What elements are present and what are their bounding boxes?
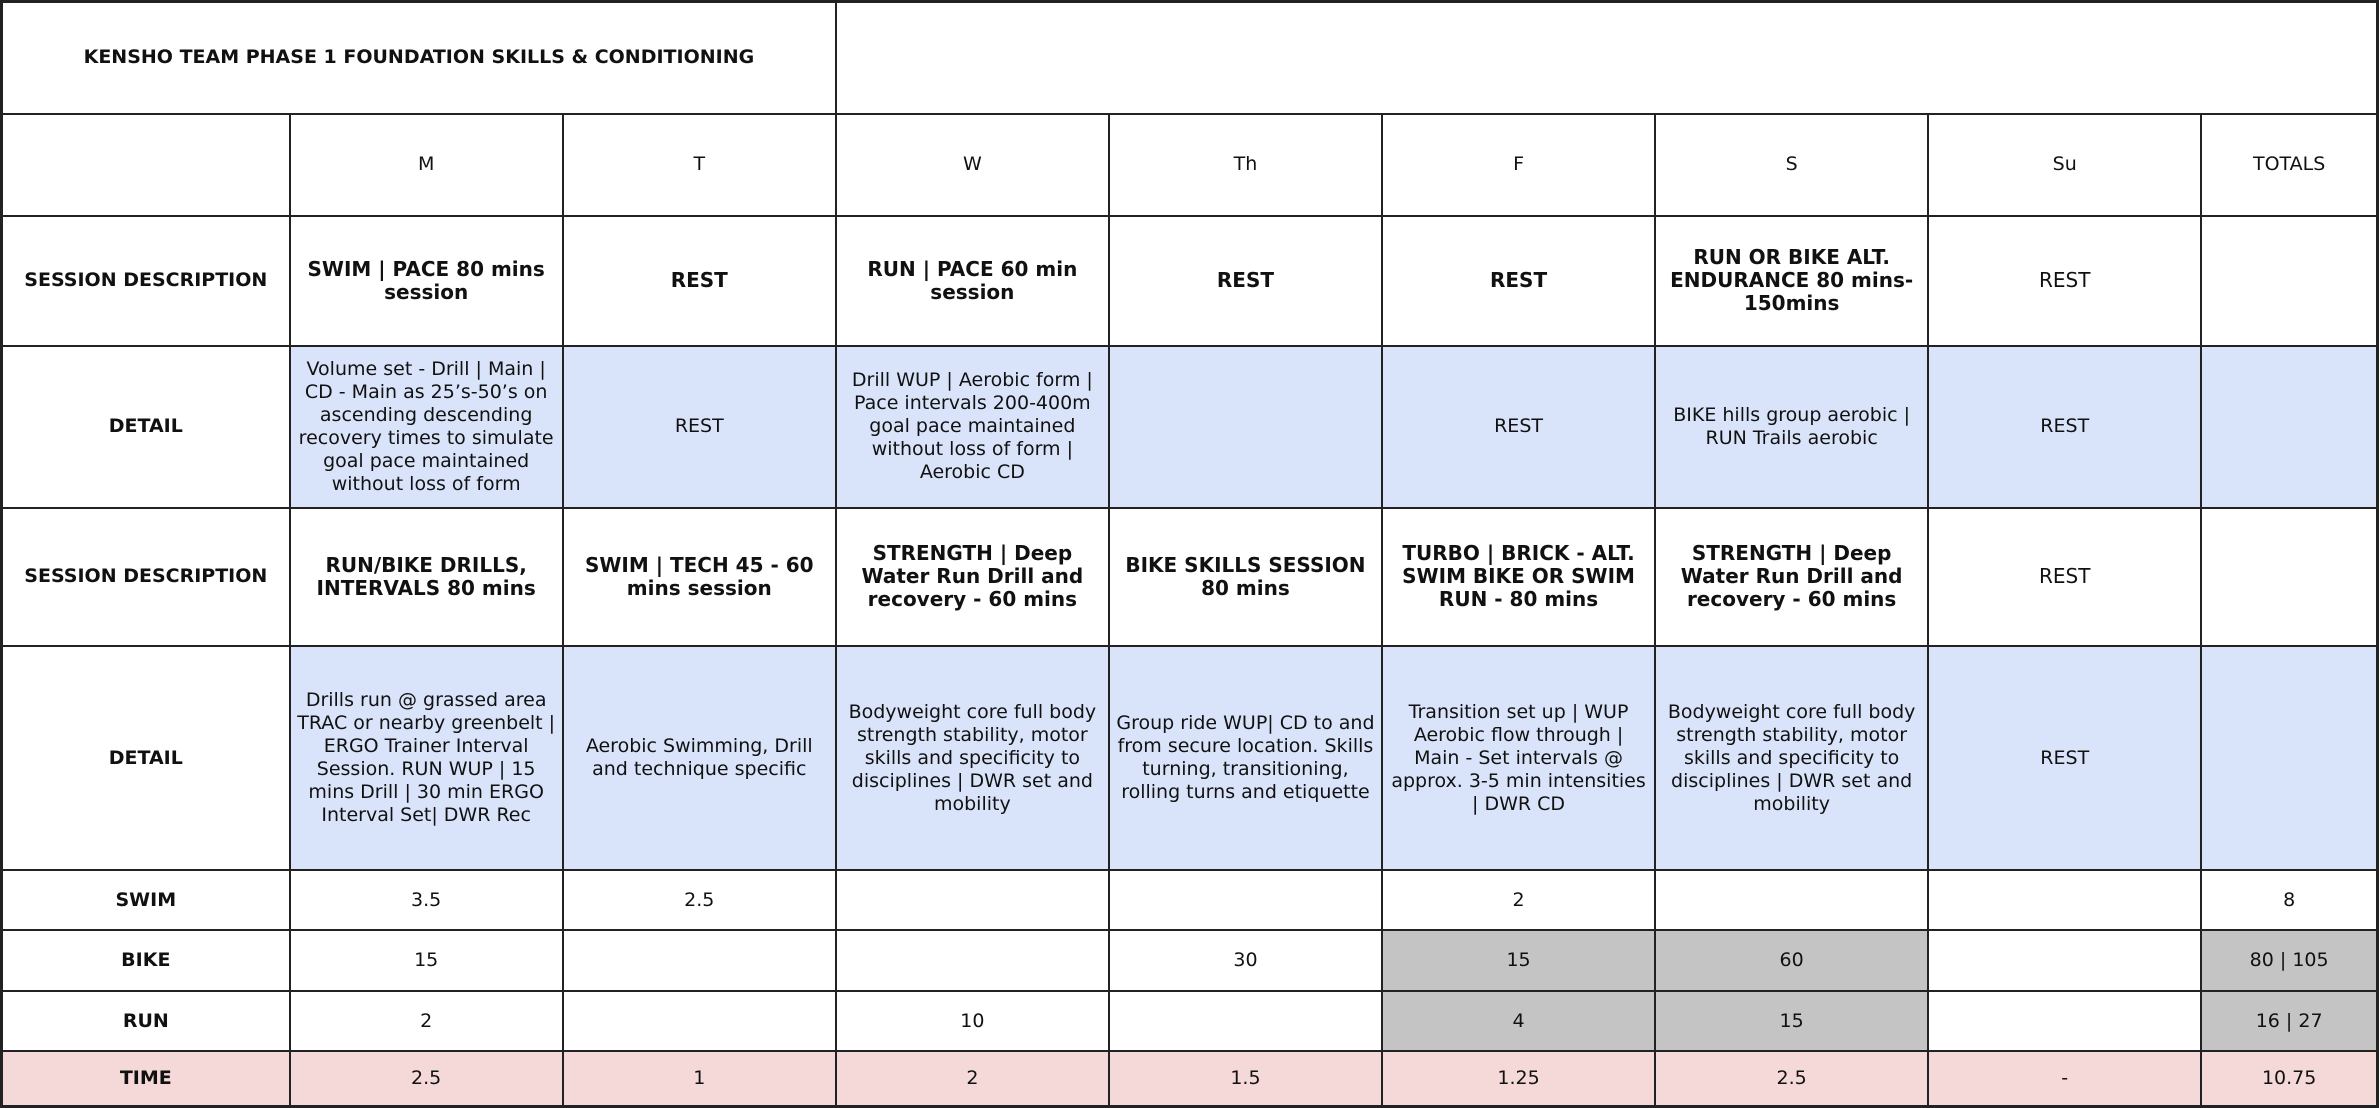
day-header-thursday[interactable]: Th — [1109, 114, 1382, 216]
corner-cell[interactable] — [2, 114, 290, 216]
time-tuesday[interactable]: 1 — [563, 1051, 836, 1106]
run-monday[interactable]: 2 — [290, 991, 563, 1051]
run-totals[interactable]: 16 | 27 — [2201, 991, 2377, 1051]
detail2-saturday[interactable]: Bodyweight core full body strength stability, motor skills and specificity to disciplines | DWR set and mobility — [1655, 646, 1928, 870]
swim-monday[interactable]: 3.5 — [290, 870, 563, 930]
day-header-sunday[interactable]: Su — [1928, 114, 2201, 216]
day-header-row — [2, 114, 2378, 216]
session-description-row-2 — [2, 508, 2378, 646]
bike-totals[interactable]: 80 | 105 — [2201, 930, 2377, 991]
row-label-bike[interactable]: BIKE — [2, 930, 290, 991]
session1-thursday[interactable]: REST — [1109, 216, 1382, 346]
detail1-totals[interactable] — [2201, 346, 2377, 508]
session1-monday[interactable]: SWIM | PACE 80 mins session — [290, 216, 563, 346]
swim-totals[interactable]: 8 — [2201, 870, 2377, 930]
detail2-thursday[interactable]: Group ride WUP| CD to and from secure location. Skills turning, transitioning, rolling turns and etiquette — [1109, 646, 1382, 870]
time-totals[interactable]: 10.75 — [2201, 1051, 2377, 1106]
session2-monday[interactable]: RUN/BIKE DRILLS, INTERVALS 80 mins — [290, 508, 563, 646]
row-label-swim[interactable]: SWIM — [2, 870, 290, 930]
bike-row — [2, 930, 2378, 991]
day-header-monday[interactable]: M — [290, 114, 563, 216]
session2-friday[interactable]: TURBO | BRICK - ALT. SWIM BIKE OR SWIM RUN - 80 mins — [1382, 508, 1655, 646]
swim-saturday[interactable] — [1655, 870, 1928, 930]
swim-wednesday[interactable] — [836, 870, 1109, 930]
detail2-friday[interactable]: Transition set up | WUP Aerobic flow through | Main - Set intervals @ approx. 3-5 min intensities | DWR CD — [1382, 646, 1655, 870]
bike-friday[interactable]: 15 — [1382, 930, 1655, 991]
detail2-monday[interactable]: Drills run @ grassed area TRAC or nearby greenbelt | ERGO Trainer Interval Session. RUN WUP | 15 mins Drill | 30 min ERGO Interval Set| DWR Rec — [290, 646, 563, 870]
detail-row-2 — [2, 646, 2378, 870]
swim-tuesday[interactable]: 2.5 — [563, 870, 836, 930]
row-label-time[interactable]: TIME — [2, 1051, 290, 1106]
page-title[interactable]: KENSHO TEAM PHASE 1 FOUNDATION SKILLS & CONDITIONING — [2, 2, 836, 114]
detail1-thursday[interactable] — [1109, 346, 1382, 508]
row-label-detail[interactable]: DETAIL — [2, 346, 290, 508]
row-label-session-description[interactable]: SESSION DESCRIPTION — [2, 216, 290, 346]
detail-row-1 — [2, 346, 2378, 508]
time-sunday[interactable]: - — [1928, 1051, 2201, 1106]
session2-totals[interactable] — [2201, 508, 2377, 646]
row-label-detail[interactable]: DETAIL — [2, 646, 290, 870]
session1-wednesday[interactable]: RUN | PACE 60 min session — [836, 216, 1109, 346]
session1-saturday[interactable]: RUN OR BIKE ALT. ENDURANCE 80 mins-150mins — [1655, 216, 1928, 346]
detail1-tuesday[interactable]: REST — [563, 346, 836, 508]
detail2-tuesday[interactable]: Aerobic Swimming, Drill and technique specific — [563, 646, 836, 870]
day-header-tuesday[interactable]: T — [563, 114, 836, 216]
title-row — [2, 2, 2378, 114]
time-thursday[interactable]: 1.5 — [1109, 1051, 1382, 1106]
session1-sunday[interactable]: REST — [1928, 216, 2201, 346]
run-friday[interactable]: 4 — [1382, 991, 1655, 1051]
detail2-sunday[interactable]: REST — [1928, 646, 2201, 870]
detail1-monday[interactable]: Volume set - Drill | Main | CD - Main as 25’s-50’s on ascending descending recovery times to simulate goal pace maintained without loss of form — [290, 346, 563, 508]
run-wednesday[interactable]: 10 — [836, 991, 1109, 1051]
day-header-friday[interactable]: F — [1382, 114, 1655, 216]
session1-tuesday[interactable]: REST — [563, 216, 836, 346]
time-wednesday[interactable]: 2 — [836, 1051, 1109, 1106]
detail1-saturday[interactable]: BIKE hills group aerobic | RUN Trails aerobic — [1655, 346, 1928, 508]
bike-saturday[interactable]: 60 — [1655, 930, 1928, 991]
detail1-wednesday[interactable]: Drill WUP | Aerobic form | Pace intervals 200-400m goal pace maintained without loss of form | Aerobic CD — [836, 346, 1109, 508]
day-header-totals[interactable]: TOTALS — [2201, 114, 2377, 216]
bike-monday[interactable]: 15 — [290, 930, 563, 991]
time-monday[interactable]: 2.5 — [290, 1051, 563, 1106]
session2-wednesday[interactable]: STRENGTH | Deep Water Run Drill and recovery - 60 mins — [836, 508, 1109, 646]
run-row — [2, 991, 2378, 1051]
row-label-session-description[interactable]: SESSION DESCRIPTION — [2, 508, 290, 646]
session1-totals[interactable] — [2201, 216, 2377, 346]
swim-sunday[interactable] — [1928, 870, 2201, 930]
session2-sunday[interactable]: REST — [1928, 508, 2201, 646]
bike-thursday[interactable]: 30 — [1109, 930, 1382, 991]
run-thursday[interactable] — [1109, 991, 1382, 1051]
swim-friday[interactable]: 2 — [1382, 870, 1655, 930]
time-friday[interactable]: 1.25 — [1382, 1051, 1655, 1106]
row-label-run[interactable]: RUN — [2, 991, 290, 1051]
run-sunday[interactable] — [1928, 991, 2201, 1051]
session-description-row-1 — [2, 216, 2378, 346]
bike-sunday[interactable] — [1928, 930, 2201, 991]
bike-tuesday[interactable] — [563, 930, 836, 991]
day-header-wednesday[interactable]: W — [836, 114, 1109, 216]
title-blank-area[interactable] — [836, 2, 2378, 114]
run-tuesday[interactable] — [563, 991, 836, 1051]
bike-wednesday[interactable] — [836, 930, 1109, 991]
day-header-saturday[interactable]: S — [1655, 114, 1928, 216]
session1-friday[interactable]: REST — [1382, 216, 1655, 346]
session2-tuesday[interactable]: SWIM | TECH 45 - 60 mins session — [563, 508, 836, 646]
time-row — [2, 1051, 2378, 1106]
swim-row — [2, 870, 2378, 930]
run-saturday[interactable]: 15 — [1655, 991, 1928, 1051]
swim-thursday[interactable] — [1109, 870, 1382, 930]
detail1-sunday[interactable]: REST — [1928, 346, 2201, 508]
detail2-totals[interactable] — [2201, 646, 2377, 870]
detail2-wednesday[interactable]: Bodyweight core full body strength stability, motor skills and specificity to disciplines | DWR set and mobility — [836, 646, 1109, 870]
time-saturday[interactable]: 2.5 — [1655, 1051, 1928, 1106]
session2-thursday[interactable]: BIKE SKILLS SESSION 80 mins — [1109, 508, 1382, 646]
session2-saturday[interactable]: STRENGTH | Deep Water Run Drill and recovery - 60 mins — [1655, 508, 1928, 646]
detail1-friday[interactable]: REST — [1382, 346, 1655, 508]
